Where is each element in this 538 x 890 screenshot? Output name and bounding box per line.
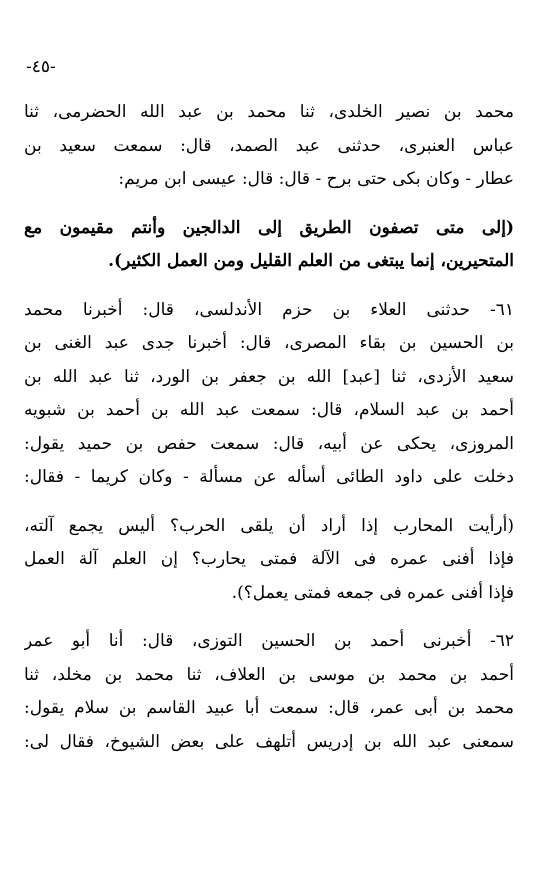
text-line: بن الحسين بن بقاء المصرى، قال: أخبرنا جدى عبد الغنى بن (24, 333, 514, 353)
text-line: أحمد بن عبد السلام، قال: سمعت عبد الله بن أحمد بن شبويه (24, 400, 514, 420)
paragraph-gap (24, 279, 514, 294)
text-line: عباس العنبرى، حدثنى عبد الصمد، قال: سمعت سعيد بن (24, 135, 514, 156)
text-line: فإذا أفنى عمره فى الآلة فمتى يحارب؟ إن العلم آلة العمل (24, 549, 514, 569)
text-line: المروزى، يحكى عن أبيه، قال: سمعت حفص بن حميد يقول: (24, 433, 514, 454)
paragraph-quote-dawud (24, 510, 514, 611)
paragraph-isnad-isa (24, 96, 514, 197)
paragraph-report-62 (24, 625, 514, 759)
body-text (24, 96, 514, 759)
text-line: دخلت على داود الطائى أسأله عن مسألة - وكان كريما - فقال: (24, 467, 514, 487)
text-line: محمد بن أبى عمر، قال: سمعت أبا عبيد القاسم بن سلام يقول: (24, 698, 514, 718)
text-line: ٦١- حدثنى العلاء بن حزم الأندلسى، قال: أخبرنا محمد (24, 299, 514, 320)
text-line: (أرأيت المحارب إذا أراد أن يلقى الحرب؟ أليس يجمع آلته، (24, 515, 514, 536)
paragraph-quote-isa (24, 212, 514, 279)
text-line: المتحيرين، إنما يبتغى من العلم القليل ومن العمل الكثير). (108, 251, 514, 271)
text-line: (إلى متى تصفون الطريق إلى الدالجين وأنتم مقيمون مع (24, 217, 514, 238)
paragraph-gap (24, 197, 514, 212)
text-line: سعيد الأزدى، ثنا [عبد] الله بن جعفر بن الورد، ثنا عبد الله بن (24, 366, 514, 387)
text-line: سمعنى عبد الله بن إدريس أتلهف على بعض الشيوخ، فقال لى: (24, 731, 514, 752)
page-number: -٤٥- (26, 57, 56, 77)
text-line: فإذا أفنى عمره فى جمعه فمتى يعمل؟). (231, 582, 514, 603)
paragraph-gap (24, 495, 514, 510)
text-line: محمد بن نصير الخلدى، ثنا محمد بن عبد الله الحضرمى، ثنا (24, 102, 514, 122)
text-line: أحمد بن محمد بن موسى بن العلاف، ثنا محمد بن مخلد، ثنا (24, 664, 514, 685)
paragraph-report-61 (24, 294, 514, 495)
paragraph-gap (24, 610, 514, 625)
text-line: عطار - وكان بكى حتى برح - قال: قال: عيسى ابن مريم: (118, 169, 514, 189)
text-line: ٦٢- أخبرنى أحمد بن الحسين التوزى، قال: أنا أبو عمر (24, 631, 514, 651)
